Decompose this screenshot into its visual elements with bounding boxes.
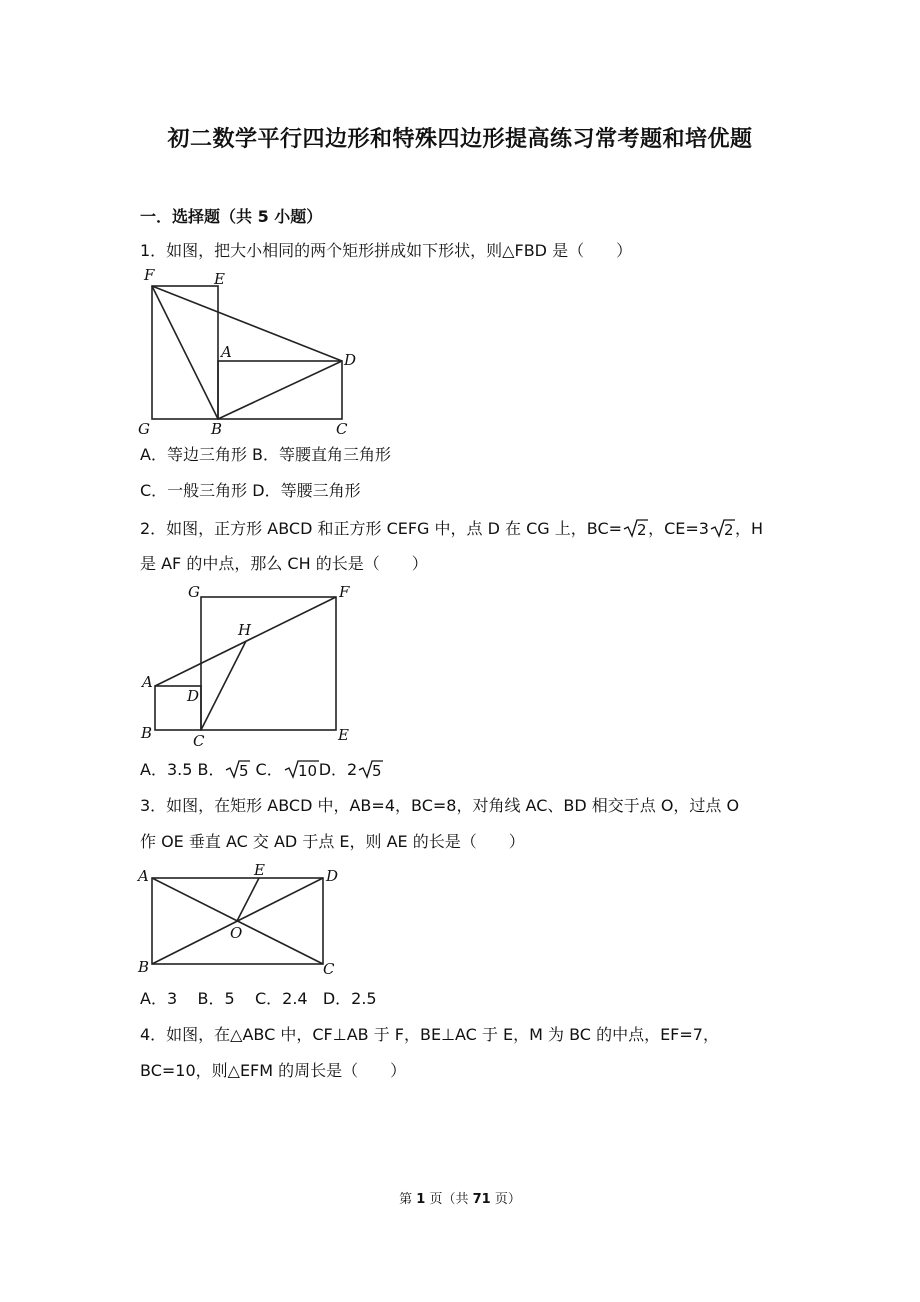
sqrt-symbol [283, 759, 319, 780]
q2-radd: 5 [372, 762, 382, 779]
sqrt-symbol [357, 759, 383, 780]
sqrt-symbol [224, 759, 250, 780]
q2-stem-line2: 是 AF 的中点，那么 CH 的长是（ ） [140, 554, 428, 573]
q2-radc: 10 [297, 762, 317, 779]
q3-options: A．3 B．5 C．2.4 D．2.5 [140, 989, 377, 1008]
q3-figure [135, 858, 350, 980]
q2-stem-text-a: 2．如图，正方形 ABCD 和正方形 CEFG 中，点 D 在 CG 上，BC= [140, 519, 623, 538]
q2-stem-text-b: ，CE=3 [648, 519, 709, 538]
q2-stem-text-c: ，H [734, 519, 763, 538]
q2-rad1: 2 [637, 521, 647, 538]
q2-square-cefg [201, 597, 336, 730]
q2-line-ch [201, 641, 246, 730]
q3-label-d: D [326, 867, 339, 885]
q1-label-b: B [211, 420, 223, 438]
q2-label-f: F [339, 583, 350, 601]
q2-figure [135, 580, 365, 750]
q1-line-fb [152, 286, 218, 419]
q2-rad2: 2 [723, 521, 734, 538]
q1-options-cd: C．一般三角形 D．等腰三角形 [140, 481, 361, 500]
q3-line-oe [237, 878, 259, 921]
q3-label-b: B [138, 958, 150, 976]
q1-stem: 1．如图，把大小相同的两个矩形拼成如下形状，则△FBD 是（ ） [140, 241, 633, 260]
footer-post: 页） [490, 1192, 521, 1207]
q3-label-a: A [138, 867, 149, 885]
footer-pre: 第 [399, 1192, 417, 1207]
q2-radb: 5 [239, 762, 250, 779]
q1-line-bd [218, 361, 342, 419]
page-title: 初二数学平行四边形和特殊四边形提高练习常考题和培优题 [167, 127, 753, 152]
q1-figure [135, 262, 365, 440]
q2-label-h: H [238, 621, 252, 639]
q3-stem-line1: 3．如图，在矩形 ABCD 中，AB=4，BC=8，对角线 AC、BD 相交于点 O，过点 O [140, 796, 740, 815]
q1-label-g: G [138, 420, 150, 438]
q2-label-b: B [141, 724, 153, 742]
q2-options [140, 759, 383, 780]
q1-label-f: F [144, 266, 155, 284]
q3-stem-line2: 作 OE 垂直 AC 交 AD 于点 E，则 AE 的长是（ ） [140, 832, 525, 851]
footer-total-pages: 71 [472, 1192, 491, 1207]
q2-label-a: A [142, 673, 153, 691]
q4-stem-line2: BC=10，则△EFM 的周长是（ ） [140, 1061, 407, 1080]
q1-label-e: E [214, 270, 225, 288]
q2-stem-line1 [140, 518, 763, 539]
q3-label-o: O [230, 924, 243, 942]
q4-stem-line1: 4．如图，在△ABC 中，CF⊥AB 于 F，BE⊥AC 于 E，M 为 BC 的中点，EF=7， [140, 1025, 719, 1044]
footer-page-number: 1 [416, 1192, 426, 1207]
footer-mid: 页（共 [425, 1192, 473, 1207]
section-heading: 一．选择题（共 5 小题） [140, 207, 323, 226]
sqrt-symbol [709, 518, 735, 539]
q2-option-a: A．3.5 B． [140, 760, 225, 779]
q3-label-e: E [254, 861, 265, 879]
q1-label-c: C [336, 420, 348, 438]
q1-label-d: D [344, 351, 357, 369]
q1-line-fd [152, 286, 342, 361]
q2-label-g: G [188, 583, 200, 601]
q1-options-ab: A．等边三角形 B．等腰直角三角形 [140, 445, 392, 464]
q2-option-c: C． [250, 760, 283, 779]
q2-label-d: D [187, 687, 200, 705]
page-footer [0, 1188, 920, 1207]
q2-label-c: C [193, 732, 205, 750]
q2-option-d: D．2 [318, 760, 358, 779]
q1-label-a: A [221, 343, 232, 361]
q3-label-c: C [323, 960, 335, 978]
sqrt-symbol [622, 518, 648, 539]
q2-label-e: E [338, 726, 349, 744]
